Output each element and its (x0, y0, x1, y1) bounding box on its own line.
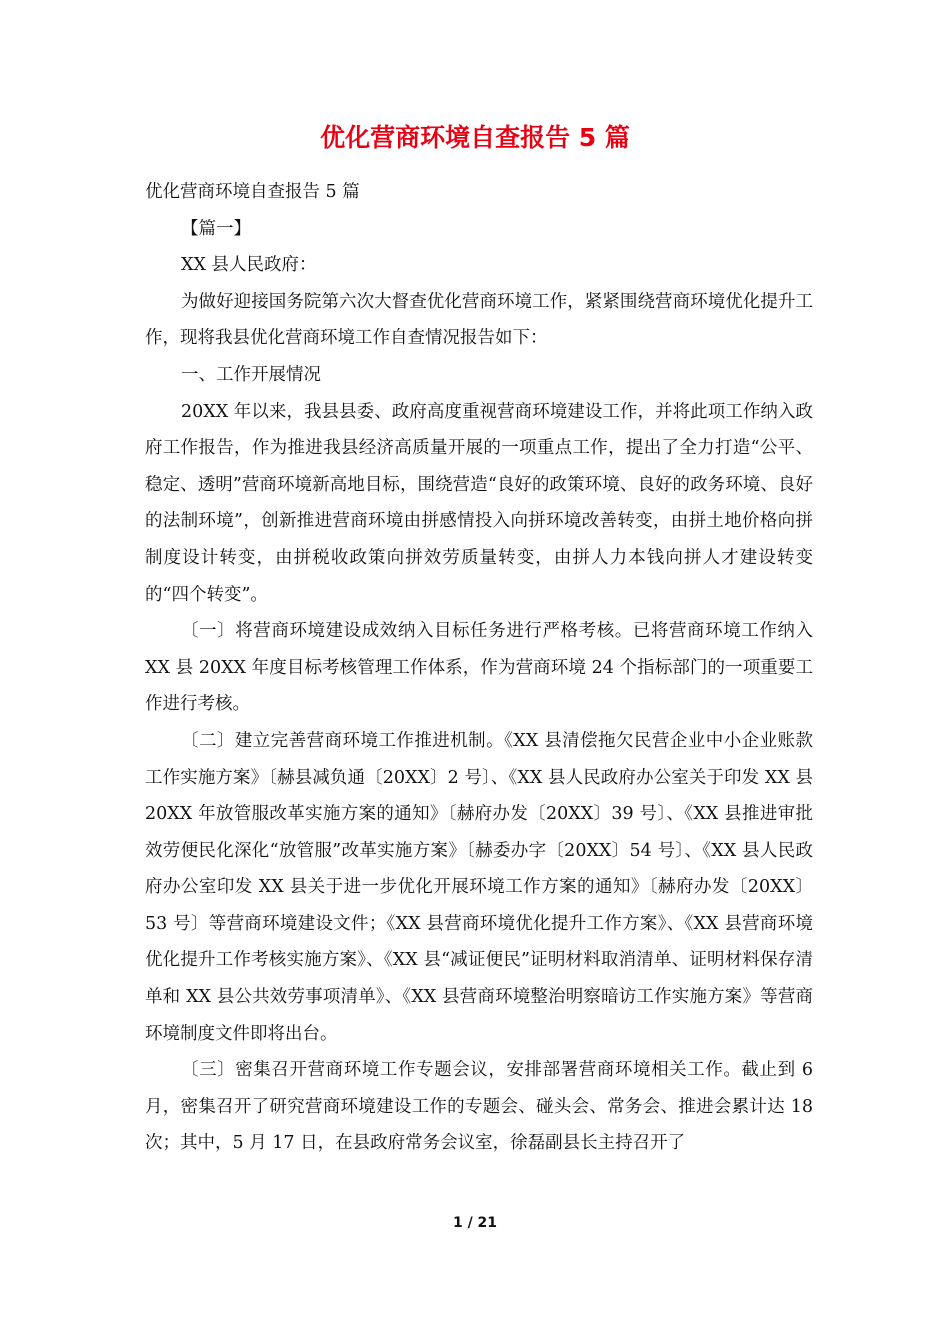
body-paragraph: XX 县人民政府： (181, 255, 317, 276)
body-paragraph: 为做好迎接国务院第六次大督查优化营商环境工作，紧紧围绕营商环境优化提升工作，现将我县优化营商环境工作自查情况报告如下： (145, 291, 813, 349)
body-paragraph: 【篇一】 (181, 218, 251, 239)
body-paragraph: 〔二〕建立完善营商环境工作推进机制。《XX 县清偿拖欠民营企业中小企业账款工作实施方案》〔赫县减负通〔20XX〕2 号〕、《XX 县人民政府办公室关于印发 XX 县 20XX 年放管服改革实施方案的通知》〔赫府办发〔20XX〕39 号〕、《XX 县推进审批效劳便民化深化“放管服”改革实施方案》〔赫委办字〔20XX〕54 号〕、《XX 县人民政府办公室印发 XX 县关于进一步优化开展环境工作方案的通知》〔赫府办发〔20XX〕53 号〕等营商环境建设文件；《XX 县营商环境优化提升工作方案》、《XX 县营商环境优化提升工作考核实施方案》、《XX 县“减证便民”证明材料取消清单、证明材料保存清单和 XX 县公共效劳事项清单》、《XX 县营商环境整治明察暗访工作实施方案》等营商环境制度文件即将出台。 (145, 730, 813, 1044)
body-paragraph: 优化营商环境自查报告 5 篇 (145, 182, 360, 202)
document-title: 优化营商环境自查报告 5 篇 (320, 123, 630, 152)
body-paragraph: 20XX 年以来，我县县委、政府高度重视营商环境建设工作，并将此项工作纳入政府工作报告，作为推进我县经济高质量开展的一项重点工作，提出了全力打造“公平、稳定、透明”营商环境新高地目标，围绕营造“良好的政策环境、良好的政务环境、良好的法制环境”，创新推进营商环境由拼感情投入向拼环境改善转变，由拼土地价格向拼制度设计转变，由拼税收政策向拼效劳质量转变，由拼人力本钱向拼人才建设转变的“四个转变”。 (145, 401, 813, 605)
body-paragraph: 〔三〕密集召开营商环境工作专题会议，安排部署营商环境相关工作。截止到 6 月，密集召开了研究营商环境建设工作的专题会、碰头会、常务会、推进会累计达 18 次；其中，5 月 17 日，在县政府常务会议室，徐磊副县长主持召开了 (145, 1060, 813, 1154)
body-paragraph: 〔一〕将营商环境建设成效纳入目标任务进行严格考核。已将营商环境工作纳入 XX 县 20XX 年度目标考核管理工作体系，作为营商环境 24 个指标部门的一项重要工作进行考核。 (145, 621, 813, 715)
page-number: 1 / 21 (452, 1215, 498, 1231)
body-paragraph: 一、工作开展情况 (181, 364, 321, 385)
document-body (145, 174, 813, 1162)
